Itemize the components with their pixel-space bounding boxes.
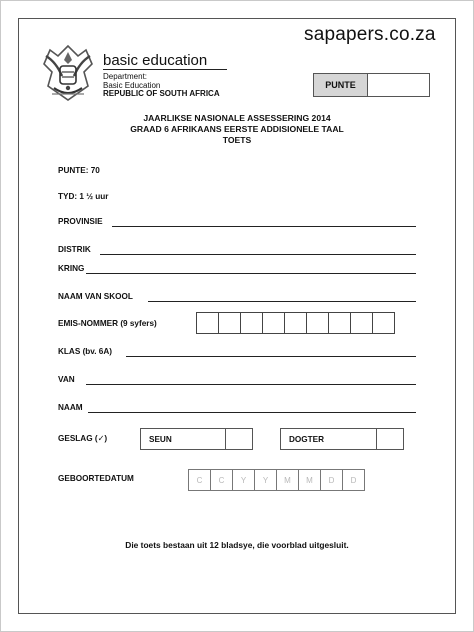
surname-label: VAN	[58, 375, 75, 384]
logo-title: basic education	[103, 52, 208, 69]
gender-female-box	[280, 428, 404, 450]
district-label: DISTRIK	[58, 245, 91, 254]
dob-month-box[interactable]: M	[298, 469, 321, 491]
school-name-line[interactable]	[148, 301, 416, 302]
emis-digit-box[interactable]	[196, 312, 219, 334]
dob-day-box[interactable]: D	[320, 469, 343, 491]
class-label: KLAS (bv. 6A)	[58, 347, 112, 356]
emis-digit-box[interactable]	[328, 312, 351, 334]
surname-line[interactable]	[86, 384, 416, 385]
dob-century-box[interactable]: C	[188, 469, 211, 491]
marks-box-label: PUNTE	[314, 74, 368, 96]
site-watermark: sapapers.co.za	[304, 24, 436, 45]
dob-month-box[interactable]: M	[276, 469, 299, 491]
department-line-1: Department:	[103, 72, 148, 81]
marks-box	[313, 73, 430, 97]
emis-digit-box[interactable]	[350, 312, 373, 334]
emis-digit-box[interactable]	[306, 312, 329, 334]
emis-digit-box[interactable]	[218, 312, 241, 334]
name-line[interactable]	[88, 412, 416, 413]
gender-female-label: DOGTER	[281, 429, 377, 449]
dob-day-box[interactable]: D	[342, 469, 365, 491]
emis-digit-box[interactable]	[372, 312, 395, 334]
dob-year-box[interactable]: Y	[232, 469, 255, 491]
emis-digit-box[interactable]	[240, 312, 263, 334]
class-line[interactable]	[126, 356, 416, 357]
date-of-birth-label: GEBOORTEDATUM	[58, 474, 134, 483]
gender-male-label: SEUN	[141, 429, 226, 449]
emis-number-boxes	[196, 312, 395, 334]
time-label: TYD: 1 ½ uur	[58, 192, 109, 201]
province-label: PROVINSIE	[58, 217, 103, 226]
name-label: NAAM	[58, 403, 83, 412]
total-marks-label: PUNTE: 70	[58, 166, 100, 175]
emis-number-label: EMIS-NOMMER (9 syfers)	[58, 319, 157, 328]
heading-line-1: JAARLIKSE NASIONALE ASSESSERING 2014	[143, 113, 331, 123]
department-block	[103, 73, 220, 99]
heading-line-3: TOETS	[222, 135, 252, 145]
circuit-label: KRING	[58, 264, 85, 273]
school-name-label: NAAM VAN SKOOL	[58, 292, 133, 301]
emis-digit-box[interactable]	[262, 312, 285, 334]
heading-line-2: GRAAD 6 AFRIKAANS EERSTE ADDISIONELE TAAL	[130, 124, 344, 134]
logo-divider	[103, 69, 227, 70]
province-line[interactable]	[112, 226, 416, 227]
gender-male-tick[interactable]	[226, 429, 252, 449]
circuit-line[interactable]	[86, 273, 416, 274]
dob-year-box[interactable]: Y	[254, 469, 277, 491]
department-line-2: Basic Education	[103, 80, 161, 90]
footer-note: Die toets bestaan uit 12 bladsye, die voorblad uitgesluit.	[125, 540, 349, 550]
gender-label: GESLAG (✓)	[58, 434, 108, 443]
district-line[interactable]	[100, 254, 416, 255]
dob-century-box[interactable]: C	[210, 469, 233, 491]
emis-digit-box[interactable]	[284, 312, 307, 334]
gender-male-box	[140, 428, 253, 450]
coat-of-arms-icon	[40, 42, 96, 104]
marks-box-value[interactable]	[368, 74, 429, 96]
date-of-birth-boxes	[188, 469, 365, 491]
gender-female-tick[interactable]	[377, 429, 403, 449]
department-line-3: REPUBLIC OF SOUTH AFRICA	[103, 89, 220, 98]
